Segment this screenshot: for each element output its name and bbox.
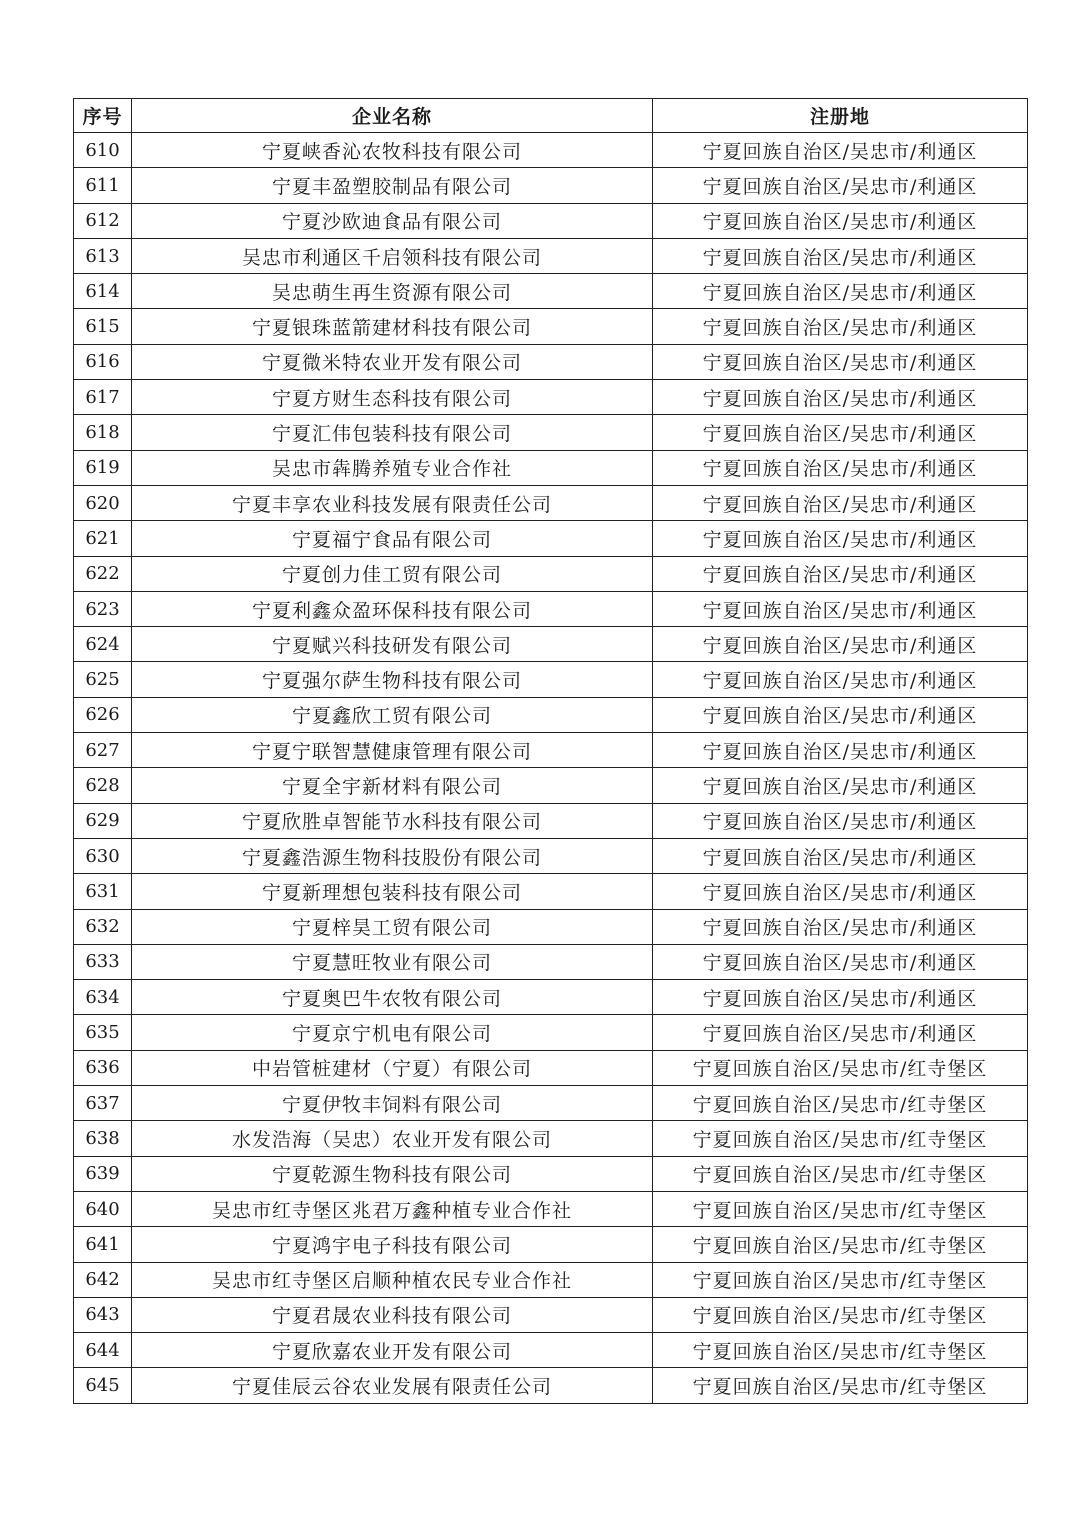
- cell-enterprise-name: 吴忠市犇腾养殖专业合作社: [132, 450, 653, 485]
- cell-serial-number: 612: [74, 203, 132, 238]
- cell-registration-place: 宁夏回族自治区/吴忠市/利通区: [653, 909, 1028, 944]
- cell-enterprise-name: 宁夏京宁机电有限公司: [132, 1015, 653, 1050]
- cell-registration-place: 宁夏回族自治区/吴忠市/红寺堡区: [653, 1086, 1028, 1121]
- cell-enterprise-name: 宁夏奥巴牛农牧有限公司: [132, 980, 653, 1015]
- table-row: [74, 1191, 1028, 1226]
- table-row: [74, 1156, 1028, 1191]
- enterprise-table-container: [73, 98, 1027, 1404]
- cell-enterprise-name: 宁夏沙欧迪食品有限公司: [132, 203, 653, 238]
- cell-registration-place: 宁夏回族自治区/吴忠市/利通区: [653, 662, 1028, 697]
- cell-registration-place: 宁夏回族自治区/吴忠市/利通区: [653, 627, 1028, 662]
- cell-enterprise-name: 宁夏银珠蓝箭建材科技有限公司: [132, 309, 653, 344]
- cell-enterprise-name: 宁夏赋兴科技研发有限公司: [132, 627, 653, 662]
- cell-registration-place: 宁夏回族自治区/吴忠市/利通区: [653, 380, 1028, 415]
- cell-enterprise-name: 宁夏鑫浩源生物科技股份有限公司: [132, 838, 653, 873]
- cell-enterprise-name: 宁夏创力佳工贸有限公司: [132, 556, 653, 591]
- enterprise-table: [73, 98, 1028, 1404]
- table-row: [74, 133, 1028, 168]
- table-row: [74, 344, 1028, 379]
- cell-serial-number: 643: [74, 1297, 132, 1332]
- cell-serial-number: 634: [74, 980, 132, 1015]
- cell-serial-number: 627: [74, 733, 132, 768]
- cell-enterprise-name: 宁夏君晟农业科技有限公司: [132, 1297, 653, 1332]
- cell-serial-number: 641: [74, 1227, 132, 1262]
- cell-serial-number: 613: [74, 238, 132, 273]
- cell-enterprise-name: 宁夏伊牧丰饲料有限公司: [132, 1086, 653, 1121]
- cell-enterprise-name: 中岩管桩建材（宁夏）有限公司: [132, 1050, 653, 1085]
- table-row: [74, 238, 1028, 273]
- cell-serial-number: 645: [74, 1368, 132, 1403]
- cell-registration-place: 宁夏回族自治区/吴忠市/利通区: [653, 238, 1028, 273]
- table-row: [74, 1227, 1028, 1262]
- cell-enterprise-name: 水发浩海（吴忠）农业开发有限公司: [132, 1121, 653, 1156]
- cell-serial-number: 617: [74, 380, 132, 415]
- cell-registration-place: 宁夏回族自治区/吴忠市/利通区: [653, 733, 1028, 768]
- cell-enterprise-name: 宁夏全宇新材料有限公司: [132, 768, 653, 803]
- cell-registration-place: 宁夏回族自治区/吴忠市/红寺堡区: [653, 1227, 1028, 1262]
- cell-serial-number: 620: [74, 485, 132, 520]
- cell-enterprise-name: 宁夏峡香沁农牧科技有限公司: [132, 133, 653, 168]
- cell-registration-place: 宁夏回族自治区/吴忠市/红寺堡区: [653, 1121, 1028, 1156]
- cell-registration-place: 宁夏回族自治区/吴忠市/利通区: [653, 944, 1028, 979]
- cell-registration-place: 宁夏回族自治区/吴忠市/利通区: [653, 1015, 1028, 1050]
- cell-serial-number: 633: [74, 944, 132, 979]
- cell-registration-place: 宁夏回族自治区/吴忠市/利通区: [653, 168, 1028, 203]
- cell-registration-place: 宁夏回族自治区/吴忠市/利通区: [653, 697, 1028, 732]
- cell-enterprise-name: 宁夏强尔萨生物科技有限公司: [132, 662, 653, 697]
- table-row: [74, 521, 1028, 556]
- cell-serial-number: 640: [74, 1191, 132, 1226]
- table-row: [74, 1086, 1028, 1121]
- cell-registration-place: 宁夏回族自治区/吴忠市/利通区: [653, 133, 1028, 168]
- table-row: [74, 203, 1028, 238]
- cell-serial-number: 621: [74, 521, 132, 556]
- cell-registration-place: 宁夏回族自治区/吴忠市/利通区: [653, 521, 1028, 556]
- table-row: [74, 768, 1028, 803]
- table-row: [74, 697, 1028, 732]
- cell-serial-number: 624: [74, 627, 132, 662]
- cell-enterprise-name: 宁夏方财生态科技有限公司: [132, 380, 653, 415]
- table-row: [74, 1368, 1028, 1403]
- table-row: [74, 874, 1028, 909]
- table-row: [74, 415, 1028, 450]
- table-row: [74, 1333, 1028, 1368]
- table-row: [74, 485, 1028, 520]
- cell-registration-place: 宁夏回族自治区/吴忠市/利通区: [653, 344, 1028, 379]
- table-row: [74, 1297, 1028, 1332]
- cell-enterprise-name: 宁夏丰盈塑胶制品有限公司: [132, 168, 653, 203]
- cell-enterprise-name: 宁夏慧旺牧业有限公司: [132, 944, 653, 979]
- cell-registration-place: 宁夏回族自治区/吴忠市/利通区: [653, 980, 1028, 1015]
- cell-registration-place: 宁夏回族自治区/吴忠市/利通区: [653, 450, 1028, 485]
- cell-enterprise-name: 宁夏微米特农业开发有限公司: [132, 344, 653, 379]
- table-row: [74, 662, 1028, 697]
- cell-registration-place: 宁夏回族自治区/吴忠市/利通区: [653, 274, 1028, 309]
- table-body: [74, 133, 1028, 1404]
- table-row: [74, 556, 1028, 591]
- cell-serial-number: 629: [74, 803, 132, 838]
- cell-serial-number: 631: [74, 874, 132, 909]
- cell-serial-number: 644: [74, 1333, 132, 1368]
- cell-registration-place: 宁夏回族自治区/吴忠市/利通区: [653, 415, 1028, 450]
- table-row: [74, 733, 1028, 768]
- cell-serial-number: 628: [74, 768, 132, 803]
- header-serial-number: 序号: [74, 99, 132, 133]
- cell-serial-number: 630: [74, 838, 132, 873]
- cell-enterprise-name: 宁夏鸿宇电子科技有限公司: [132, 1227, 653, 1262]
- header-enterprise-name: 企业名称: [132, 99, 653, 133]
- cell-registration-place: 宁夏回族自治区/吴忠市/红寺堡区: [653, 1050, 1028, 1085]
- table-row: [74, 380, 1028, 415]
- cell-serial-number: 632: [74, 909, 132, 944]
- cell-serial-number: 618: [74, 415, 132, 450]
- cell-registration-place: 宁夏回族自治区/吴忠市/利通区: [653, 556, 1028, 591]
- cell-enterprise-name: 宁夏汇伟包装科技有限公司: [132, 415, 653, 450]
- table-row: [74, 909, 1028, 944]
- cell-enterprise-name: 宁夏利鑫众盈环保科技有限公司: [132, 591, 653, 626]
- table-row: [74, 980, 1028, 1015]
- cell-enterprise-name: 吴忠萌生再生资源有限公司: [132, 274, 653, 309]
- cell-registration-place: 宁夏回族自治区/吴忠市/红寺堡区: [653, 1297, 1028, 1332]
- cell-serial-number: 637: [74, 1086, 132, 1121]
- cell-enterprise-name: 宁夏乾源生物科技有限公司: [132, 1156, 653, 1191]
- cell-enterprise-name: 宁夏丰享农业科技发展有限责任公司: [132, 485, 653, 520]
- cell-enterprise-name: 吴忠市红寺堡区启顺种植农民专业合作社: [132, 1262, 653, 1297]
- table-row: [74, 627, 1028, 662]
- cell-registration-place: 宁夏回族自治区/吴忠市/利通区: [653, 803, 1028, 838]
- cell-serial-number: 623: [74, 591, 132, 626]
- cell-registration-place: 宁夏回族自治区/吴忠市/红寺堡区: [653, 1368, 1028, 1403]
- table-row: [74, 309, 1028, 344]
- cell-serial-number: 622: [74, 556, 132, 591]
- table-row: [74, 450, 1028, 485]
- cell-registration-place: 宁夏回族自治区/吴忠市/利通区: [653, 874, 1028, 909]
- table-row: [74, 1050, 1028, 1085]
- cell-serial-number: 636: [74, 1050, 132, 1085]
- cell-registration-place: 宁夏回族自治区/吴忠市/利通区: [653, 768, 1028, 803]
- cell-serial-number: 615: [74, 309, 132, 344]
- table-row: [74, 591, 1028, 626]
- cell-enterprise-name: 吴忠市利通区千启领科技有限公司: [132, 238, 653, 273]
- table-header-row: [74, 99, 1028, 133]
- cell-serial-number: 626: [74, 697, 132, 732]
- cell-registration-place: 宁夏回族自治区/吴忠市/红寺堡区: [653, 1191, 1028, 1226]
- cell-enterprise-name: 宁夏宁联智慧健康管理有限公司: [132, 733, 653, 768]
- table-row: [74, 838, 1028, 873]
- table-row: [74, 1121, 1028, 1156]
- cell-registration-place: 宁夏回族自治区/吴忠市/利通区: [653, 591, 1028, 626]
- table-row: [74, 274, 1028, 309]
- cell-serial-number: 625: [74, 662, 132, 697]
- cell-enterprise-name: 宁夏梓昊工贸有限公司: [132, 909, 653, 944]
- table-row: [74, 1015, 1028, 1050]
- table-row: [74, 1262, 1028, 1297]
- cell-enterprise-name: 宁夏佳辰云谷农业发展有限责任公司: [132, 1368, 653, 1403]
- table-row: [74, 944, 1028, 979]
- table-row: [74, 803, 1028, 838]
- cell-registration-place: 宁夏回族自治区/吴忠市/利通区: [653, 485, 1028, 520]
- cell-serial-number: 642: [74, 1262, 132, 1297]
- cell-enterprise-name: 宁夏欣胜卓智能节水科技有限公司: [132, 803, 653, 838]
- table-row: [74, 168, 1028, 203]
- cell-serial-number: 616: [74, 344, 132, 379]
- cell-registration-place: 宁夏回族自治区/吴忠市/利通区: [653, 203, 1028, 238]
- cell-serial-number: 611: [74, 168, 132, 203]
- cell-enterprise-name: 宁夏鑫欣工贸有限公司: [132, 697, 653, 732]
- cell-serial-number: 639: [74, 1156, 132, 1191]
- cell-serial-number: 610: [74, 133, 132, 168]
- cell-registration-place: 宁夏回族自治区/吴忠市/红寺堡区: [653, 1262, 1028, 1297]
- cell-serial-number: 619: [74, 450, 132, 485]
- cell-enterprise-name: 宁夏欣嘉农业开发有限公司: [132, 1333, 653, 1368]
- cell-serial-number: 638: [74, 1121, 132, 1156]
- cell-enterprise-name: 宁夏福宁食品有限公司: [132, 521, 653, 556]
- cell-enterprise-name: 吴忠市红寺堡区兆君万鑫种植专业合作社: [132, 1191, 653, 1226]
- cell-serial-number: 614: [74, 274, 132, 309]
- cell-registration-place: 宁夏回族自治区/吴忠市/利通区: [653, 309, 1028, 344]
- header-registration-place: 注册地: [653, 99, 1028, 133]
- cell-registration-place: 宁夏回族自治区/吴忠市/红寺堡区: [653, 1156, 1028, 1191]
- cell-enterprise-name: 宁夏新理想包装科技有限公司: [132, 874, 653, 909]
- cell-registration-place: 宁夏回族自治区/吴忠市/红寺堡区: [653, 1333, 1028, 1368]
- cell-registration-place: 宁夏回族自治区/吴忠市/利通区: [653, 838, 1028, 873]
- cell-serial-number: 635: [74, 1015, 132, 1050]
